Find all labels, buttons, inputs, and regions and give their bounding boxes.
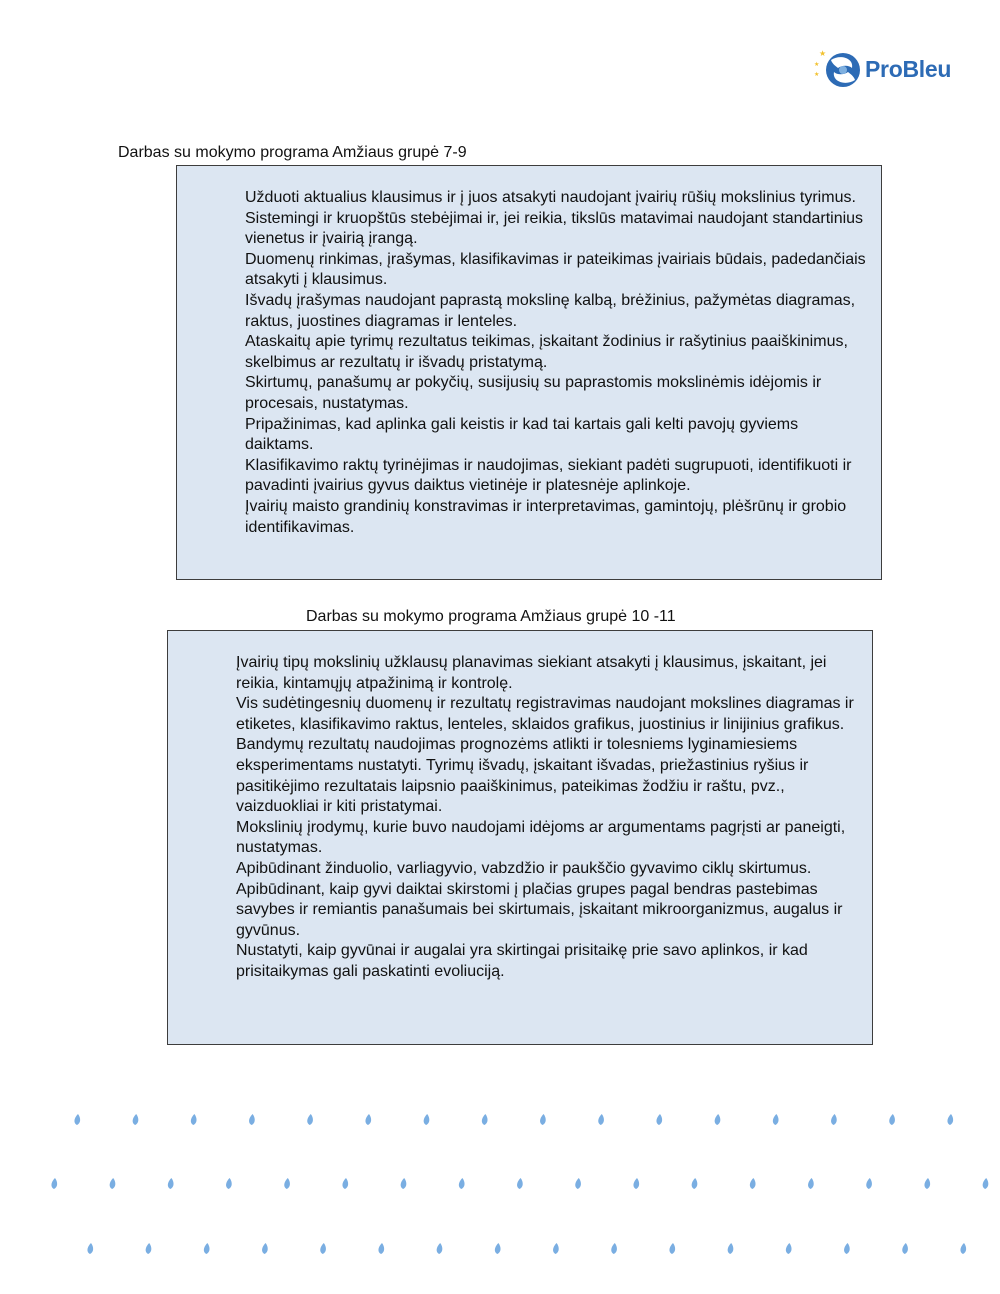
water-drop-icon bbox=[633, 1178, 639, 1189]
water-drop-icon bbox=[517, 1178, 523, 1189]
water-drop-icon bbox=[307, 1114, 313, 1125]
section-heading-age-7-9: Darbas su mokymo programa Amžiaus grupė 7-9 bbox=[118, 144, 467, 161]
water-drop-icon bbox=[191, 1114, 197, 1125]
water-drop-icon bbox=[715, 1114, 721, 1125]
water-drop-icon bbox=[424, 1114, 430, 1125]
water-drop-icon bbox=[365, 1114, 371, 1125]
list-item: Nustatyti, kaip gyvūnai ir augalai yra skirtingai prisitaikę prie savo aplinkos, ir kad prisitaikymas gali paskatinti evoliuciją. bbox=[236, 942, 808, 980]
water-drop-icon bbox=[656, 1114, 662, 1125]
water-drop-icon bbox=[831, 1114, 837, 1125]
water-drop-icon bbox=[437, 1243, 443, 1254]
water-drop-icon bbox=[284, 1178, 290, 1189]
water-drop-icon bbox=[110, 1178, 116, 1189]
list-item: Mokslinių įrodymų, kurie buvo naudojami idėjoms ar argumentams pagrįsti ar paneigti, nustatymas. bbox=[236, 818, 846, 857]
water-drop-icon bbox=[669, 1243, 675, 1254]
water-drop-icon bbox=[342, 1178, 348, 1189]
water-drop-icon bbox=[401, 1178, 407, 1189]
water-drop-icon bbox=[249, 1114, 255, 1125]
water-drop-icon bbox=[866, 1178, 872, 1189]
water-drop-icon bbox=[262, 1243, 268, 1254]
water-drop-icon bbox=[51, 1178, 57, 1189]
water-drop-icon bbox=[553, 1243, 559, 1254]
list-item: Skirtumų, panašumų ar pokyčių, susijusių su paprastomis mokslinėmis idėjomis ir procesais, nustatymas. bbox=[245, 374, 822, 412]
water-drop-icon bbox=[773, 1114, 779, 1125]
water-drop-icon bbox=[889, 1114, 895, 1125]
water-drop-icon bbox=[133, 1114, 139, 1125]
logo-brand-text: ProBleu bbox=[865, 55, 952, 82]
list-item: Įvairių maisto grandinių konstravimas ir interpretavimas, gamintojų, plėšrūnų ir grobio identifikavimas. bbox=[245, 497, 847, 536]
water-drop-icon bbox=[947, 1114, 953, 1125]
water-drop-icon bbox=[924, 1178, 930, 1189]
list-item: Ataskaitų apie tyrimų rezultatus teikimas, įskaitant žodinius ir rašytinius paaiškinimus, skelbimus ar rezultatų ir išvadų pristatymą. bbox=[245, 333, 848, 371]
water-drop-icon bbox=[226, 1178, 232, 1189]
water-drop-icon bbox=[74, 1114, 80, 1125]
list-item: Vis sudėtingesnių duomenų ir rezultatų registravimas naudojant mokslines diagramas ir etiketes, klasifikavimo raktus, lenteles, sklaidos grafikus, juostinius ir linijinius grafikus. bbox=[236, 695, 854, 733]
list-item: Klasifikavimo raktų tyrinėjimas ir naudojimas, siekiant padėti sugrupuoti, identifikuoti ir pavadinti įvairius gyvus daiktus vietinėje ir platesnėje aplinkoje. bbox=[245, 456, 852, 495]
list-item: Pripažinimas, kad aplinka gali keistis ir kad tai kartais gali kelti pavojų gyviems daiktams. bbox=[245, 415, 799, 454]
water-drop-icon bbox=[168, 1178, 174, 1189]
list-item: Užduoti aktualius klausimus ir į juos atsakyti naudojant įvairių rūšių mokslinius tyrimus. bbox=[245, 189, 856, 206]
list-item: Apibūdinant žinduolio, varliagyvio, vabzdžio ir paukščio gyvavimo ciklų skirtumus. bbox=[236, 859, 812, 877]
water-drop-icon bbox=[692, 1178, 698, 1189]
section-heading-age-10-11: Darbas su mokymo programa Amžiaus grupė 10 -11 bbox=[306, 608, 676, 625]
water-drop-icon bbox=[320, 1243, 326, 1254]
water-drop-icon bbox=[482, 1114, 488, 1125]
water-drop-icon bbox=[786, 1243, 792, 1254]
water-drop-icon bbox=[902, 1243, 908, 1254]
list-item: Duomenų rinkimas, įrašymas, klasifikavimas ir pateikimas įvairiais būdais, padedančiais atsakyti į klausimus. bbox=[245, 250, 866, 289]
list-item: Bandymų rezultatų naudojimas prognozėms atlikti ir tolesniems lyginamiesiems eksperimentams nustatyti. Tyrimų išvadų, įskaitant išvadas, priežastinius ryšius ir pasitikėjimo rezultatais laipsnio paaiškinimus, pateikimas žodžiu ir raštu, pvz., vaizduokliai ir kiti pristatymai. bbox=[236, 736, 809, 816]
list-item: Įvairių tipų mokslinių užklausų planavimas siekiant atsakyti į klausimus, įskaitant, jei reikia, kintamųjų atpažinimą ir kontrolę. bbox=[236, 654, 827, 692]
water-drop-icon bbox=[204, 1243, 210, 1254]
water-drop-icon bbox=[728, 1243, 734, 1254]
list-item: Apibūdinant, kaip gyvi daiktai skirstomi į plačias grupes pagal bendras pastebimas savybes ir remiantis panašumais bei skirtumais, įskaitant mikroorganizmus, augalus ir gyvūnus. bbox=[236, 880, 843, 939]
water-drop-icon bbox=[611, 1243, 617, 1254]
svg-text:★: ★ bbox=[814, 71, 820, 78]
water-drop-icon bbox=[808, 1178, 814, 1189]
water-drop-icon bbox=[495, 1243, 501, 1254]
svg-text:★: ★ bbox=[814, 61, 820, 68]
water-drop-icon bbox=[540, 1114, 546, 1125]
water-drop-icon bbox=[459, 1178, 465, 1189]
water-drop-icon bbox=[378, 1243, 384, 1254]
svg-text:★: ★ bbox=[819, 49, 827, 58]
water-drop-icon bbox=[598, 1114, 604, 1125]
water-drop-icon bbox=[146, 1243, 152, 1254]
water-drop-icon bbox=[750, 1178, 756, 1189]
list-item: Sistemingi ir kruopštūs stebėjimai ir, jei reikia, tikslūs matavimai naudojant standartinius vienetus ir įvairią įrangą. bbox=[245, 209, 864, 248]
water-drop-icon bbox=[87, 1243, 93, 1254]
water-drop-icon bbox=[960, 1243, 966, 1254]
water-drop-icon bbox=[983, 1178, 989, 1189]
water-drop-icon bbox=[575, 1178, 581, 1189]
water-drop-icon bbox=[844, 1243, 850, 1254]
list-item: Išvadų įrašymas naudojant paprastą mokslinę kalbą, brėžinius, pažymėtas diagramas, raktus, juostines diagramas ir lenteles. bbox=[245, 291, 856, 330]
